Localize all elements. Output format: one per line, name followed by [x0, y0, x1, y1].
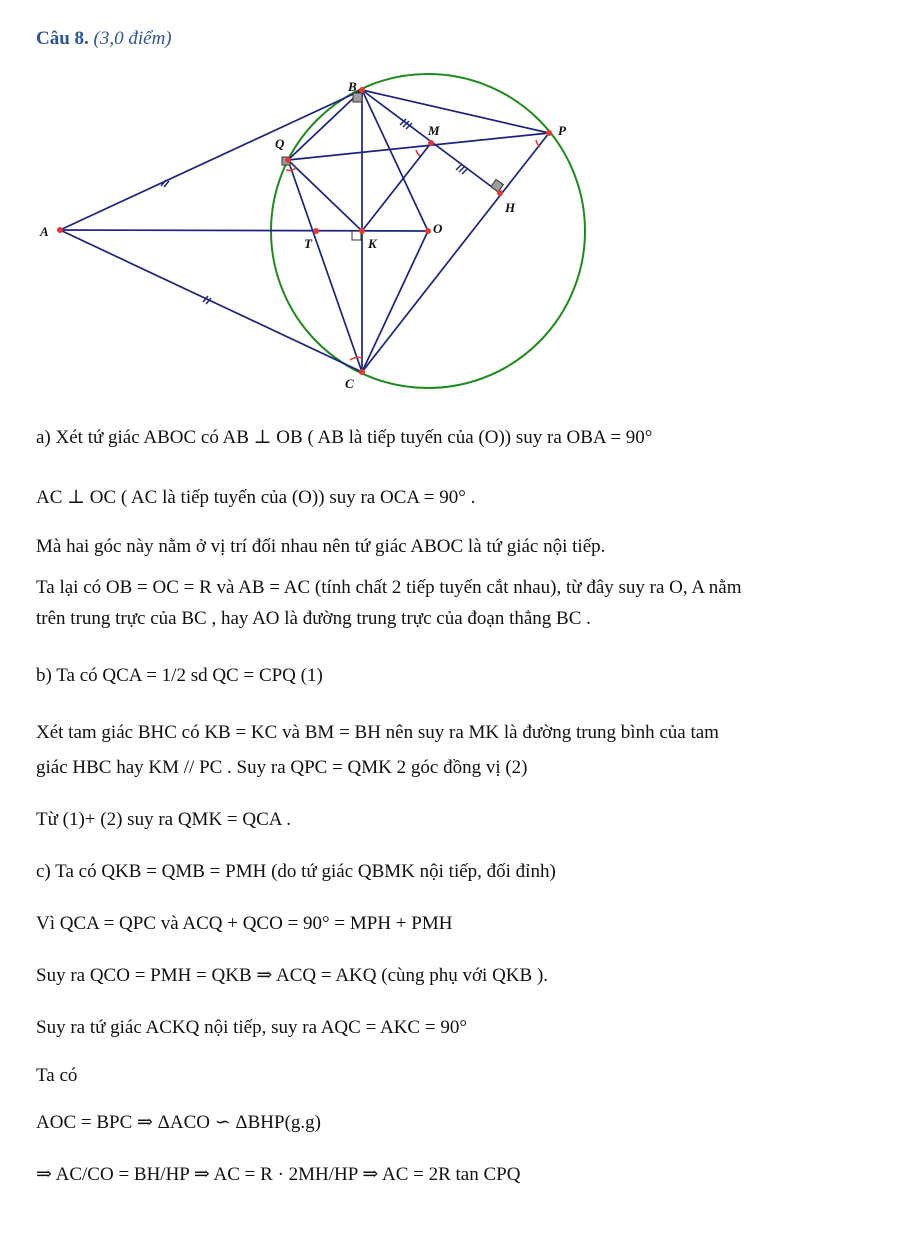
line-c2: Vì QCA = QPC và ACQ + QCO = 90° = MPH + PMH — [36, 913, 453, 934]
label-B: B — [348, 79, 357, 94]
question-heading — [36, 28, 172, 50]
line-c6: AOC = BPC ⇒ ΔACO ∽ ΔBHP(g.g) — [36, 1112, 321, 1133]
line-a2: AC ⊥ OC ( AC là tiếp tuyến của (O)) suy ra OCA = 90° . — [36, 487, 476, 508]
line-a4: Ta lại có OB = OC = R và AB = AC (tính chất 2 tiếp tuyến cắt nhau), từ đây suy ra O, A nằm — [36, 577, 742, 598]
label-P: P — [558, 123, 566, 138]
line-c5: Ta có — [36, 1065, 78, 1086]
label-A: A — [40, 224, 49, 239]
label-C: C — [345, 376, 354, 391]
label-T: T — [304, 236, 312, 251]
figure-segments — [60, 90, 549, 372]
label-Q: Q — [275, 136, 285, 151]
line-b4: Từ (1)+ (2) suy ra QMK = QCA . — [36, 809, 291, 830]
line-a3: Mà hai góc này nằm ở vị trí đối nhau nên tứ giác ABOC là tứ giác nội tiếp. — [36, 536, 606, 557]
line-b1: b) Ta có QCA = 1/2 sd QC = CPQ (1) — [36, 665, 323, 686]
label-K: K — [368, 236, 377, 251]
geometry-figure — [30, 70, 600, 395]
line-c7: ⇒ AC/CO = BH/HP ⇒ AC = R · 2MH/HP ⇒ AC = 2R tan CPQ — [36, 1164, 521, 1185]
question-label: Câu 8. — [36, 28, 89, 49]
line-a1: a) Xét tứ giác ABOC có AB ⊥ OB ( AB là tiếp tuyến của (O)) suy ra OBA = 90° — [36, 427, 653, 448]
line-c4: Suy ra tứ giác ACKQ nội tiếp, suy ra AQC = AKC = 90° — [36, 1017, 467, 1038]
line-c3: Suy ra QCO = PMH = QKB ⇒ ACQ = AKQ (cùng phụ với QKB ). — [36, 965, 549, 986]
line-b3: giác HBC hay KM // PC . Suy ra QPC = QMK 2 góc đồng vị (2) — [36, 757, 528, 778]
line-a5: trên trung trực của BC , hay AO là đường trung trực của đoạn thẳng BC . — [36, 608, 591, 629]
question-score: (3,0 điểm) — [93, 28, 172, 49]
label-M: M — [428, 123, 440, 138]
label-O: O — [433, 221, 443, 236]
label-H: H — [505, 200, 516, 215]
figure-angle-marks — [286, 140, 540, 360]
line-b2: Xét tam giác BHC có KB = KC và BM = BH nên suy ra MK là đường trung bình của tam — [36, 722, 719, 743]
line-c1: c) Ta có QKB = QMB = PMH (do tứ giác QBMK nội tiếp, đối đỉnh) — [36, 861, 556, 882]
